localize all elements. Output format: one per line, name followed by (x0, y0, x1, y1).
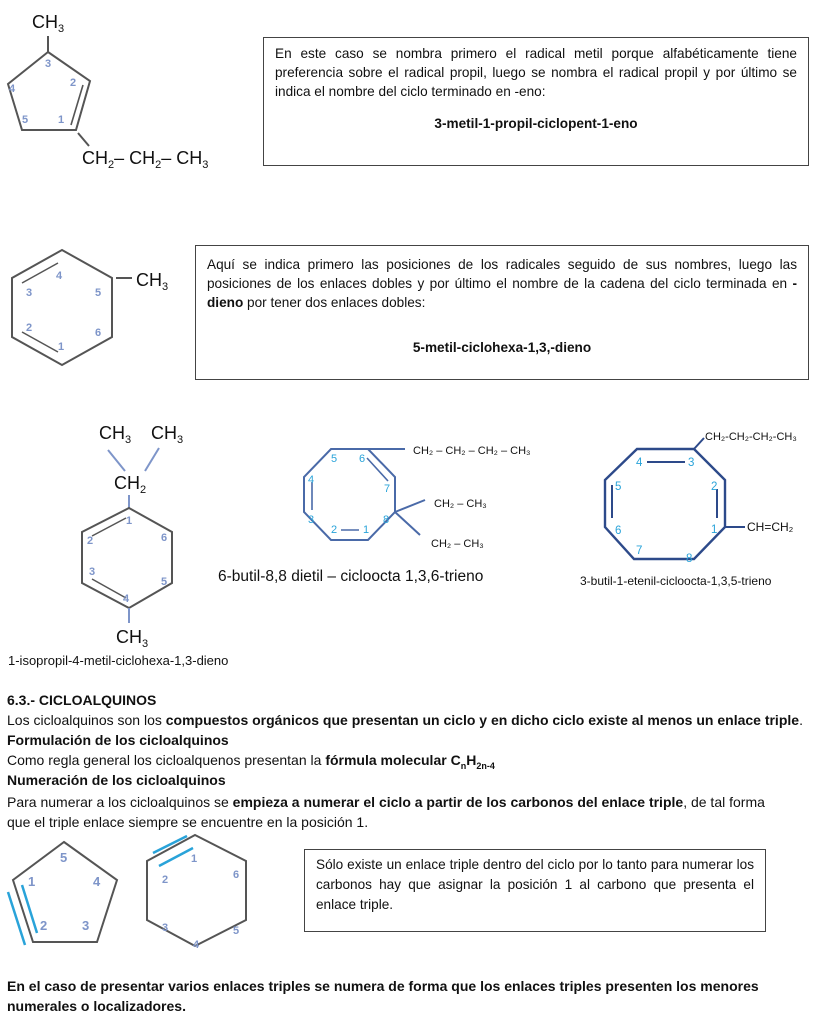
svg-text:1: 1 (363, 524, 370, 536)
ch3-left: $CH_3$ (99, 423, 132, 446)
closing-line-2: numerales o localizadores. (7, 998, 186, 1014)
svg-text:4: 4 (636, 457, 643, 469)
svg-text:4: 4 (93, 874, 101, 889)
double-bond-3-4 (22, 263, 58, 283)
explanation-box-2 (195, 245, 809, 380)
octagon-ring (605, 449, 725, 559)
svg-text:1: 1 (28, 874, 36, 889)
compound-name-3: 1-isopropil-4-metil-ciclohexa-1,3-dieno (8, 653, 229, 668)
section-heading: 6.3.- CICLOALQUINOS (7, 692, 157, 708)
numbering-paragraph: Para numerar a los cicloalquinos se empieza a numerar el ciclo a partir de los carbonos del enlace triple, de tal forma (7, 794, 765, 810)
svg-text:7: 7 (384, 483, 391, 495)
svg-text:CH₂ – CH₂ – CH₂ – CH₃: CH₂ – CH₂ – CH₂ – CH₃ (413, 445, 531, 457)
svg-text:1: 1 (711, 524, 718, 536)
svg-text:2: 2 (70, 77, 77, 89)
svg-text:3: 3 (89, 566, 96, 578)
svg-text:2: 2 (162, 874, 169, 886)
svg-text:4: 4 (56, 270, 63, 282)
propyl-chain: $CH_2-$ $CH_2-$ $CH_3$ (82, 148, 209, 171)
molecule-1-isopropil-4-metil-ciclohexadiene (0, 405, 280, 665)
svg-text:4: 4 (308, 474, 315, 486)
svg-text:4: 4 (123, 593, 130, 605)
molecular-formula: $C_nH_{2n-4}$ (450, 752, 495, 771)
svg-text:3: 3 (45, 58, 52, 70)
svg-text:1: 1 (58, 114, 65, 126)
svg-text:2: 2 (331, 524, 338, 536)
svg-text:6: 6 (359, 453, 366, 465)
svg-text:5: 5 (615, 481, 622, 493)
molecule-5-metil-ciclohexadiene (0, 235, 200, 385)
ch3-right: $CH_3$ (151, 423, 184, 446)
explanation-text: Sólo existe un enlace triple dentro del ciclo por lo tanto para numerar los carbonos hay que asignar la posición 1 al carbono que presenta el enlace triple. (316, 857, 754, 912)
compound-name-4: 6-butil-8,8 dietil – cicloocta 1,3,6-trieno (218, 568, 484, 585)
molecule-cyclohexyne (145, 830, 265, 960)
molecule-3-metil-1-propil-ciclopentene (0, 0, 240, 190)
svg-text:1: 1 (191, 853, 198, 865)
svg-text:5: 5 (161, 576, 168, 588)
svg-text:2: 2 (711, 481, 718, 493)
svg-text:5: 5 (95, 287, 102, 299)
svg-text:7: 7 (636, 545, 643, 557)
closing-line-1: En el caso de presentar varios enlaces triples se numera de forma que los enlaces triples presenten los menores (7, 978, 759, 994)
svg-text:3: 3 (308, 514, 315, 526)
formulation-paragraph: Como regla general los cicloalquenos presentan la fórmula molecular $C_nH_{2n-4}$ (7, 752, 495, 771)
ch2-label: $CH_2$ (114, 473, 147, 496)
svg-text:2: 2 (87, 535, 94, 547)
compound-name-5: 3-butil-1-etenil-cicloocta-1,3,5-trieno (580, 574, 772, 588)
ch3-label: $CH_3$ (136, 270, 169, 293)
svg-text:6: 6 (161, 532, 168, 544)
formulation-heading: Formulación de los cicloalquinos (7, 732, 229, 748)
svg-text:8: 8 (686, 553, 693, 565)
svg-text:3: 3 (162, 922, 169, 934)
svg-text:2: 2 (40, 918, 48, 933)
double-bond-1-2 (22, 332, 58, 352)
double-bond-line (71, 85, 83, 125)
compound-name: 5-metil-ciclohexa-1,3,-dieno (412, 340, 592, 355)
molecule-3-butil-1-etenil-ciclooctatriene (570, 410, 825, 580)
svg-text:8: 8 (383, 514, 390, 526)
svg-text:5: 5 (60, 850, 68, 865)
intro-paragraph: Los cicloalquinos son los compuestos orgánicos que presentan un ciclo y en dicho ciclo existe al menos un enlace triple. (7, 712, 803, 728)
svg-text:5: 5 (22, 114, 29, 126)
svg-text:CH₂-CH₂-CH₂-CH₃: CH₂-CH₂-CH₂-CH₃ (705, 431, 797, 443)
svg-text:5: 5 (233, 925, 240, 937)
explanation-text: En este caso se nombra primero el radical metil porque alfabéticamente tiene preferencia sobre el radical propil, luego se nombra el radical propil y por último se indica el nombre del ciclo terminado en -eno: (275, 46, 797, 99)
explanation-box-3 (304, 849, 766, 932)
svg-text:3: 3 (82, 918, 90, 933)
svg-text:1: 1 (126, 515, 133, 527)
svg-text:1: 1 (58, 341, 65, 353)
molecule-6-butil-8-8-dietil-ciclooctatriene (280, 430, 560, 570)
svg-text:4: 4 (193, 939, 200, 951)
svg-text:5: 5 (331, 453, 338, 465)
svg-text:CH₂ – CH₃: CH₂ – CH₃ (434, 498, 487, 510)
svg-text:4: 4 (9, 83, 16, 95)
compound-name: 3-metil-1-propil-ciclopent-1-eno (434, 116, 638, 131)
explanation-text: Aquí se indica primero las posiciones de los radicales seguido de sus nombres, luego las posiciones de los enlaces dobles y por último el nombre de la cadena del ciclo terminada en -dieno por tener dos enlaces dobles: (207, 257, 797, 310)
explanation-box-1 (263, 37, 809, 166)
ch3-label: $CH_3$ (32, 12, 65, 35)
svg-text:3: 3 (688, 457, 695, 469)
bond-propyl (78, 133, 89, 146)
numbering-paragraph-line2: que el triple enlace siempre se encuentre en la posición 1. (7, 814, 369, 830)
svg-text:3: 3 (26, 287, 33, 299)
svg-text:CH₂ – CH₃: CH₂ – CH₃ (431, 538, 484, 550)
numbering-heading: Numeración de los cicloalquinos (7, 772, 226, 788)
svg-text:2: 2 (26, 322, 33, 334)
svg-text:6: 6 (95, 327, 102, 339)
ch3-bottom: $CH_3$ (116, 627, 149, 650)
svg-text:CH=CH₂: CH=CH₂ (747, 520, 794, 534)
svg-text:6: 6 (615, 525, 622, 537)
molecule-cyclopentyne (0, 830, 130, 960)
octagon-ring (304, 449, 395, 540)
svg-text:6: 6 (233, 869, 240, 881)
